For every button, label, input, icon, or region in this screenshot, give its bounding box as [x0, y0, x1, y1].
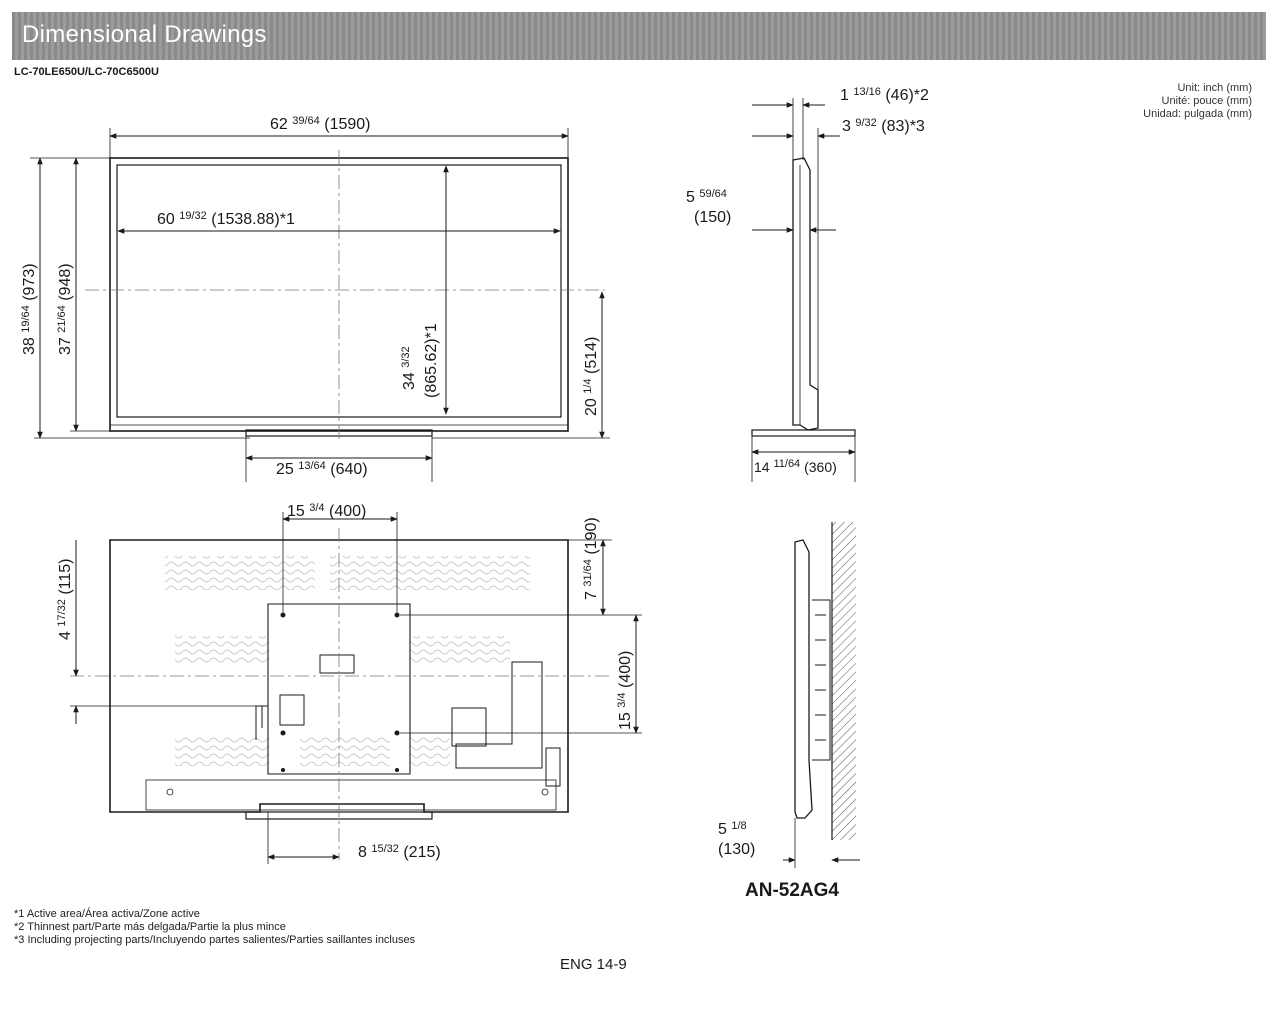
- vesa-horizontal-label: 15 $^{3/4}$ (400): [287, 502, 367, 520]
- center-height-label: 20 $^{1/4}$ (514): [582, 336, 600, 416]
- stand-offset-label: 8 $^{15/32}$ (215): [358, 843, 441, 861]
- total-height-label: 38 $^{19/64}$ (973): [20, 263, 38, 355]
- front-view: [30, 128, 610, 482]
- thinnest-part-label: 1 $^{13/16}$ (46)*2: [840, 86, 929, 104]
- bracket-model-label: AN-52AG4: [745, 880, 839, 901]
- wall-distance-label-mm: (130): [718, 841, 756, 858]
- top-to-vesa-label: 7 $^{31/64}$ (190): [582, 517, 600, 600]
- base-depth-label: 14 $^{11/64}$ (360): [754, 458, 837, 475]
- stand-depth-label-mm: (150): [694, 209, 732, 226]
- footnote-3: *3 Including projecting parts/Incluyendo partes salientes/Parties saillantes incluses: [14, 934, 416, 946]
- active-height-label-mm: (865.62)*1: [423, 323, 440, 398]
- wall-hatch: [832, 522, 856, 840]
- wall-mount-view: [783, 522, 860, 868]
- page-number: ENG 14-9: [560, 956, 627, 973]
- rear-view: [70, 512, 642, 864]
- stand-depth-label-whole: 5 $^{59/64}$: [686, 188, 727, 206]
- footnote-2: *2 Thinnest part/Parte más delgada/Partie la plus mince: [14, 921, 286, 933]
- unit-line-french: Unité: pouce (mm): [1161, 95, 1252, 107]
- side-stand-base: [752, 430, 855, 436]
- active-height-label-whole: 34 $^{3/32}$: [400, 346, 418, 390]
- vesa-vertical-label: 15 $^{3/4}$ (400): [616, 650, 634, 730]
- side-offset-label: 4 $^{17/32}$ (115): [56, 558, 74, 640]
- page-title: Dimensional Drawings: [22, 21, 267, 48]
- stand-width-label: 25 $^{13/64}$ (640): [276, 460, 368, 478]
- unit-line-english: Unit: inch (mm): [1177, 82, 1252, 94]
- height-without-stand-label: 37 $^{21/64}$ (948): [56, 263, 74, 355]
- footnote-1: *1 Active area/Área activa/Zone active: [14, 908, 200, 920]
- wall-distance-label-whole: 5 $^{1/8}$: [718, 820, 747, 838]
- front-width-label: 62 $^{39/64}$ (1590): [270, 115, 371, 133]
- projecting-part-label: 3 $^{9/32}$ (83)*3: [842, 117, 925, 135]
- side-view: [752, 98, 855, 482]
- model-number: LC-70LE650U/LC-70C6500U: [14, 66, 159, 78]
- wall-tv-profile: [795, 540, 812, 818]
- unit-line-spanish: Unidad: pulgada (mm): [1143, 108, 1252, 120]
- footnotes: [14, 908, 415, 947]
- side-profile: [793, 158, 818, 430]
- active-width-label: 60 $^{19/32}$ (1538.88)*1: [157, 210, 295, 228]
